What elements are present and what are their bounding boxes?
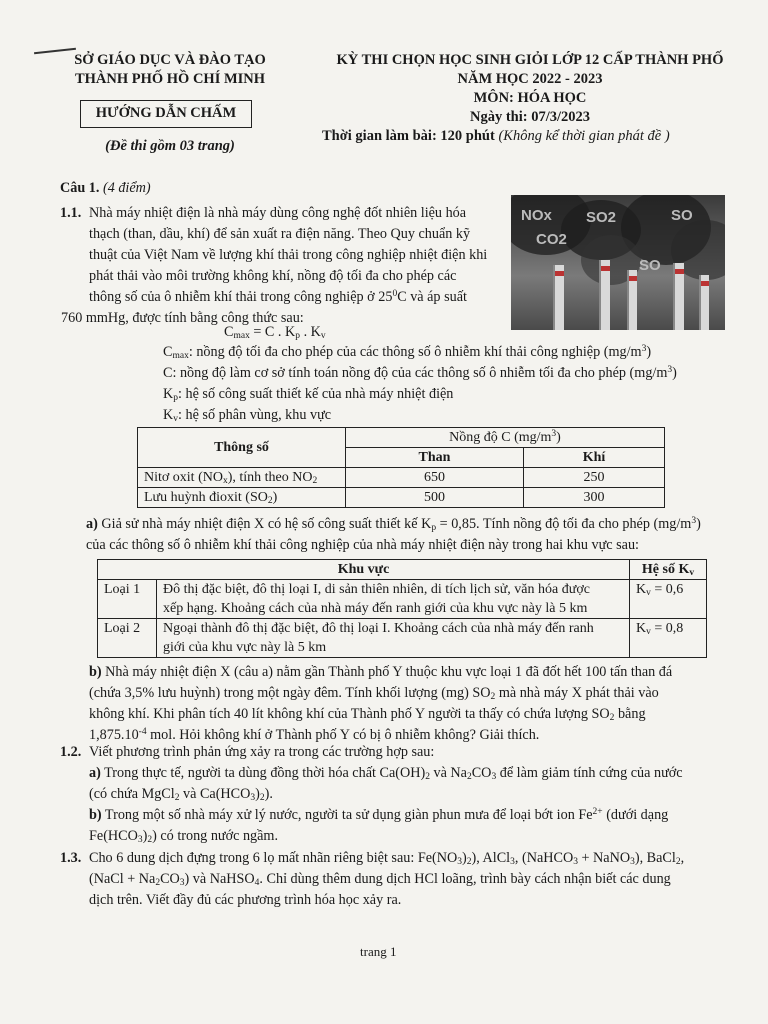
city-name: THÀNH PHỐ HỒ CHÍ MINH: [74, 71, 266, 87]
part-1-3-number: 1.3.: [60, 850, 82, 866]
subject: MÔN: HÓA HỌC: [473, 90, 587, 106]
part-1-1-number: 1.1.: [60, 205, 82, 221]
power-plant-photo: NOx SO2 CO2 SO SO: [511, 195, 725, 330]
conc-header: Nồng độ C $(mg/m^3)$: [346, 428, 665, 448]
question-1-heading: Câu 1. (4 điểm): [60, 180, 151, 196]
part-a: a) Giả sử nhà máy nhiệt điện X có hệ số công suất thiết kế $K_p = 0,85$. Tính nồng độ tối đa cho phép $(mg/m^3)$ của các thông số ô nhiễm khí thải công nghiệp của nhà máy nhiệt điện này trong hai khu vực sau:: [86, 516, 701, 553]
area-table: [97, 559, 707, 658]
part-b: b) Nhà máy nhiệt điện X (câu a) nằm gần Thành phố Y thuộc khu vực loại 1 đã đốt hết 100 tấn than đá (chứa 3,5% lưu huỳnh) trong một ngày đêm. Tính khối lượng (mg) $SO_2$ mà nhà máy X phát thải vào không khí. Khi phân tích 40 lít không khí của Thành phố Y người ta thấy có chứa lượng $SO_2$ bằng $1,875.10^{-4}$ mol. Hỏi không khí ở Thành phố Y có bị ô nhiễm không? Giải thích.: [89, 664, 673, 743]
kv-header: Hệ số $K_v$: [630, 560, 707, 580]
table-row: Nitơ oxit $(NO_x)$, tính theo $NO_2$ 650 250: [138, 468, 665, 488]
emission-limits-table: [137, 427, 665, 508]
school-year: NĂM HỌC 2022 - 2023: [457, 71, 603, 87]
table-row: Loại 1 Đô thị đặc biệt, đô thị loại I, di sản thiên nhiên, di tích lịch sử, văn hóa được xếp hạng. Khoảng cách của nhà máy đến ranh giới của khu vực này là 5 km $K_v = 0,6$: [98, 580, 707, 619]
coal-header: Than: [346, 448, 524, 468]
pages-note: (Đề thi gồm 03 trang): [105, 138, 235, 154]
part-1-1-text: Nhà máy nhiệt điện là nhà máy dùng công nghệ đốt nhiên liệu hóa thạch (than, dầu, khí) để sản xuất ra điện năng. Theo Quy chuẩn kỹ thuật của Việt Nam về lượng khí thải trong công nghiệp nhiệt điện khi phát thải vào môi trường không khí, nồng độ tối đa cho phép các thông số của ô nhiễm khí thải trong công nghiệp ở $25^0C$ và áp suất 760 mmHg, được tính bằng công thức sau:: [61, 205, 488, 326]
exam-date: Ngày thi: 07/3/2023: [469, 109, 591, 125]
grading-guide-box: HƯỚNG DẪN CHẤM: [80, 100, 252, 128]
table-row: Lưu huỳnh đioxit $(SO_2)$ 500 300: [138, 488, 665, 508]
department-name: SỞ GIÁO DỤC VÀ ĐÀO TẠO: [74, 52, 266, 68]
param-header: Thông số: [138, 428, 346, 468]
part-1-3-text: Cho 6 dung dịch đựng trong 6 lọ mất nhãn riêng biệt sau: $Fe(NO_3)_2$), AlCl$_3$, (NaHCO$_3$ + NaNO$_3$), BaCl$_2$, (NaCl + $Na_2CO_3$) và NaHSO$_4$. Chỉ dùng thêm dung dịch HCl loãng, trình bày cách nhận biết các dung dịch trên. Viết đầy đủ các phương trình hóa học xảy ra.: [89, 850, 685, 908]
area-header: Khu vực: [98, 560, 630, 580]
gas-header: Khí: [523, 448, 664, 468]
table-row: Loại 2 Ngoại thành đô thị đặc biệt, đô thị loại I. Khoảng cách của nhà máy đến ranh giới của khu vực này là 5 km $K_v = 0,8$: [98, 619, 707, 658]
part-1-2-text: Viết phương trình phản ứng xảy ra trong các trường hợp sau: a) Trong thực tế, người ta dùng đồng thời hóa chất $Ca(OH)_2$ và $Na_2CO_3$ để làm giảm tính cứng của nước (có chứa MgCl$_2$ và $Ca(HCO_3)_2$). b) Trong một số nhà máy xử lý nước, người ta sử dụng giàn phun mưa để loại bớt ion $Fe^{2+}$ (dưới dạng $Fe(HCO_3)_2$) có trong nước ngầm.: [89, 744, 683, 845]
time-allowed: Thời gian làm bài: 120 phút (Không kể thời gian phát đề ): [322, 128, 670, 144]
definitions: $C_{max}$: nồng độ tối đa cho phép của các thông số ô nhiễm khí thải công nghiệp $(mg/m^3)$ C: nồng độ làm cơ sở tính toán nồng độ của các thông số ô nhiễm tối đa cho phép $(mg/m^3)$ $K_p$: hệ số công suất thiết kế của nhà máy nhiệt điện $K_v$: hệ số phân vùng, khu vực: [163, 344, 677, 424]
formula: $C_{max} = C$ . $K_p$ . $K_v$: [224, 324, 326, 341]
page-number: trang 1: [360, 944, 397, 959]
exam-title: KỲ THI CHỌN HỌC SINH GIỎI LỚP 12 CẤP THÀNH PHỐ: [336, 52, 724, 68]
part-1-2-number: 1.2.: [60, 744, 82, 760]
